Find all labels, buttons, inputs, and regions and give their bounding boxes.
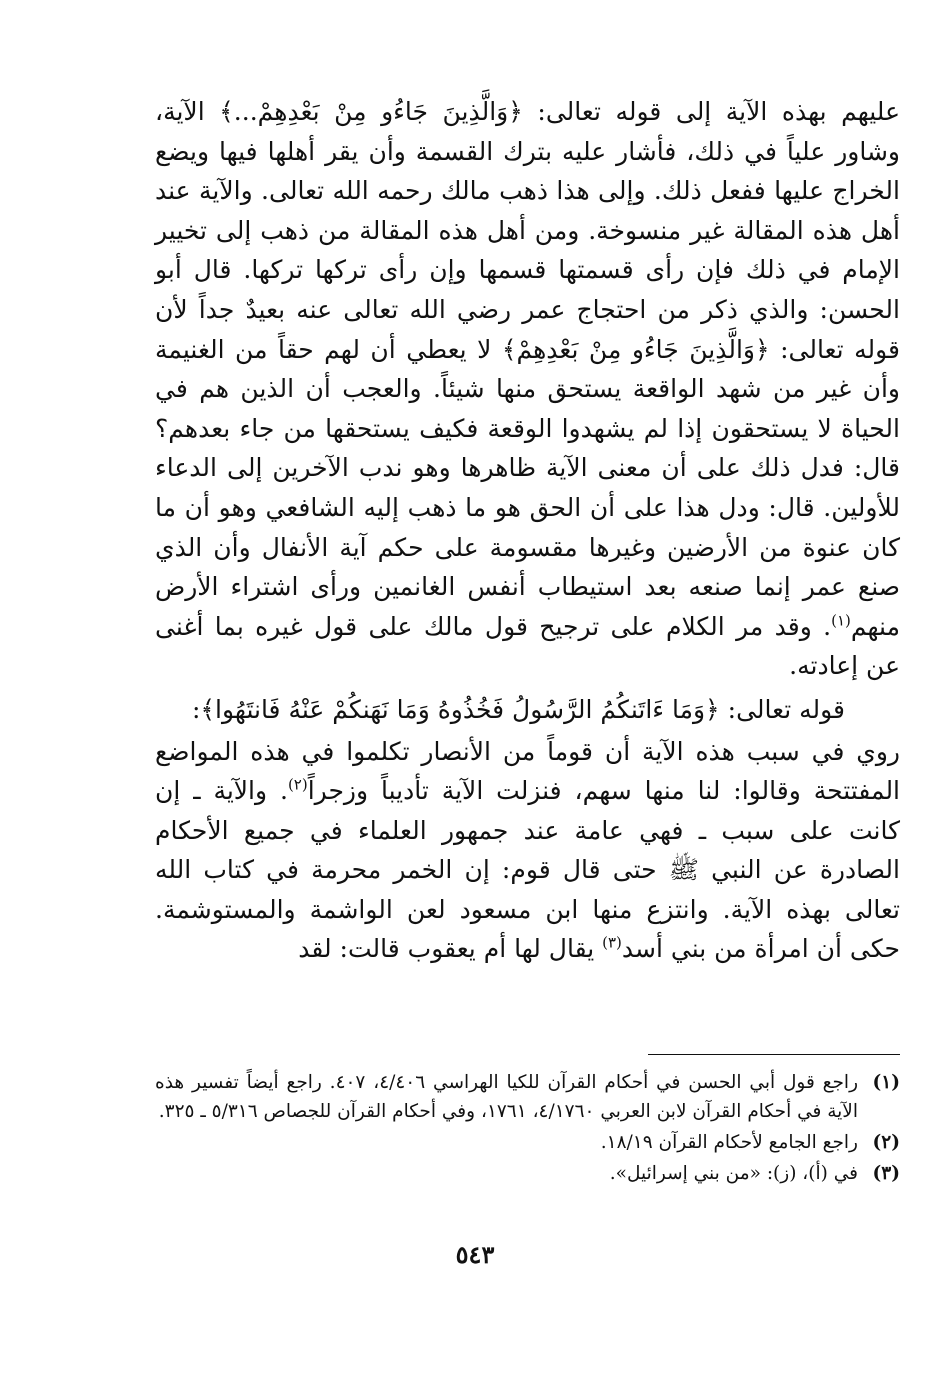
footnote-1 [155,1068,900,1126]
footnote-ref-3: (٣) [602,934,622,953]
footnote-ref-2: (٢) [287,775,308,794]
verse-colon: : [191,694,201,724]
footnote-text: راجع قول أبي الحسن في أحكام القرآن للكيا الهراسي ٤/٤٠٦، ٤٠٧. راجع أيضاً تفسير هذه الآية في أحكام القرآن لابن العربي ٤/١٧٦٠، ١٧٦١، وفي أحكام القرآن للجصاص ٥/٣١٦ ـ ٣٢٥. [155,1072,858,1122]
quran-verse: ﴿وَمَا ءَاتَنكُمُ الرَّسُولُ فَخُذُوهُ وَمَا نَهَنكُمْ عَنْهُ فَانتَهُوا﴾ [200,694,720,724]
footnotes [155,1068,900,1190]
paragraph-2-text-a: روي في سبب هذه الآية أن قوماً من الأنصار تكلموا في هذه المواضع المفتتحة وقالوا: لنا منها سهم، فنزلت الآية تأديباً وزجراً [155,736,901,806]
verse-heading [155,690,900,730]
footnote-text: في (أ)، (ز): «من بني إسرائيل». [609,1163,858,1184]
footnote-text: راجع الجامع لأحكام القرآن ١٨/١٩. [600,1132,858,1153]
paragraph-2 [155,732,900,970]
footnote-ref-1: (١) [831,611,851,630]
footnote-number: (٢) [872,1132,900,1153]
paragraph-2-text-b: . والآية ـ إن كانت على سبب ـ فهي عامة عند جمهور العلماء في جميع الأحكام الصادرة عن النبي ﷺ حتى قال قوم: إن الخمر محرمة في كتاب الله تعالى بهذه الآية. وانتزع منها ابن مسعود لعن الواشمة والمستوشمة. حكى أن امرأة من بني أسد [155,776,900,964]
footnote-separator [648,1054,900,1055]
footnote-2 [155,1128,900,1157]
paragraph-1 [155,92,900,686]
verse-intro: قوله تعالى: [719,694,845,724]
footnote-number: (١) [872,1072,900,1093]
main-text [155,92,900,969]
paragraph-1-text: عليهم بهذه الآية إلى قوله تعالى: ﴿وَالَّذِينَ جَاءُو مِنْ بَعْدِهِمْ...﴾ الآية، وشاور علياً في ذلك، فأشار عليه بترك القسمة وأن يقر أهلها فيها ويضع الخراج عليها ففعل ذلك. وإلى هذا ذهب مالك رحمه الله تعالى. والآية عند أهل هذه المقالة غير منسوخة. ومن أهل هذه المقالة من ذهب إلى تخيير الإمام في ذلك فإن رأى قسمتها قسمها وإن رأى تركها تركها. قال أبو الحسن: والذي ذكر من احتجاج عمر رضي الله تعالى عنه بعيدٌ جداً لأن قوله تعالى: ﴿وَالَّذِينَ جَاءُو مِنْ بَعْدِهِمْ﴾ لا يعطي أن لهم حقاً من الغنيمة وأن غير من شهد الواقعة يستحق منها شيئاً. والعجب أن الذين هم في الحياة لا يستحقون إذا لم يشهدوا الوقعة فكيف يستحقها من جاء بعدهم؟ قال: فدل ذلك على أن معنى الآية ظاهرها وهو ندب الآخرين إلى الدعاء للأولين. قال: ودل هذا على أن الحق هو ما ذهب إليه الشافعي وهو أن ما كان عنوة من الأرضين وغيرها مقسومة على حكم آية الأنفال وأن الذي صنع عمر إنما صنعه بعد استيطاب أنفس الغانمين ورأى اشتراء الأرض منهم [155,97,900,641]
footnote-3 [155,1159,900,1188]
paragraph-2-text-c: يقال لها أم يعقوب قالت: لقد [298,934,603,964]
footnote-number: (٣) [872,1163,900,1184]
paragraph-1-end: . وقد مر الكلام على ترجيح قول مالك على قول غيره بما أغنى عن إعادته. [155,611,900,681]
page-number: ٥٤٣ [455,1240,495,1269]
